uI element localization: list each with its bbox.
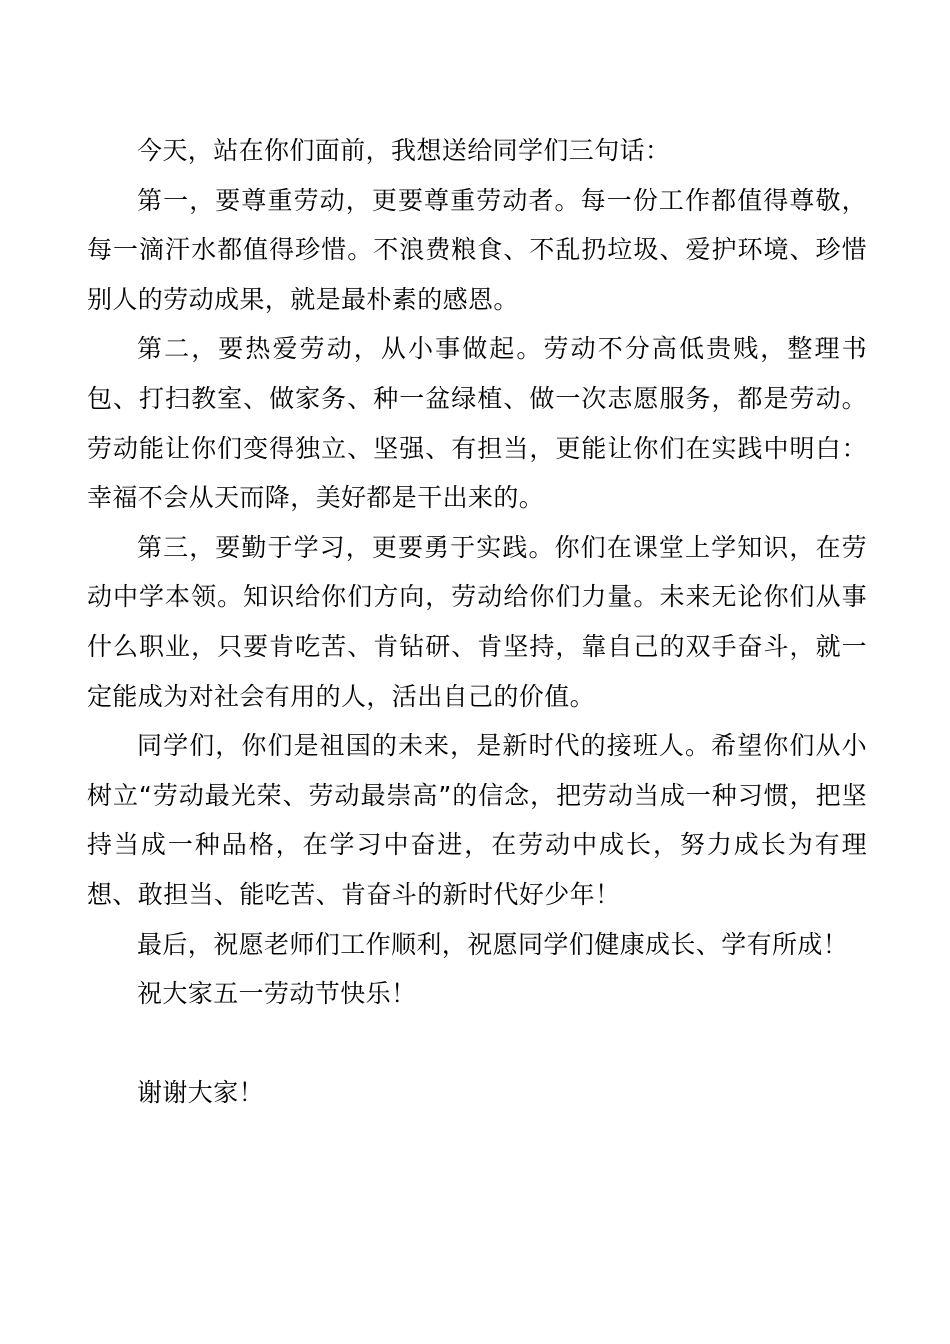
speech-body [87,126,867,1118]
paragraph-wishes: 最后，祝愿老师们工作顺利，祝愿同学们健康成长、学有所成！ [137,929,849,959]
paragraph-third-point: 第三，要勤于学习，更要勇于实践。你们在课堂上学知识，在劳动中学本领。知识给你们方向，劳动给你们力量。未来无论你们从事什么职业，只要肯吃苦、肯钻研、肯坚持，靠自己的双手奋斗，就一定能成为对社会有用的人，活出自己的价值。 [87,532,867,711]
paragraph-intro: 今天，站在你们面前，我想送给同学们三句话： [137,136,671,165]
paragraph-second-point: 第二，要热爱劳动，从小事做起。劳动不分高低贵贱，整理书包、打扫教室、做家务、种一盆绿植、做一次志愿服务，都是劳动。劳动能让你们变得独立、坚强、有担当，更能让你们在实践中明白：幸福不会从天而降，美好都是干出来的。 [87,334,867,513]
closing-thanks: 谢谢大家！ [137,1078,265,1108]
paragraph-hope: 同学们，你们是祖国的未来，是新时代的接班人。希望你们从小树立“劳动最光荣、劳动最崇高”的信念，把劳动当成一种习惯，把坚持当成一种品格，在学习中奋进，在劳动中成长，努力成长为有理想、敢担当、能吃苦、肯奋斗的新时代好少年！ [87,731,867,909]
blank-line [87,1019,867,1069]
paragraph-first-point: 第一，要尊重劳动，更要尊重劳动者。每一份工作都值得尊敬，每一滴汗水都值得珍惜。不浪费粮食、不乱扔垃圾、爱护环境、珍惜别人的劳动成果，就是最朴素的感恩。 [87,185,867,314]
paragraph-holiday-greeting: 祝大家五一劳动节快乐！ [137,979,417,1009]
